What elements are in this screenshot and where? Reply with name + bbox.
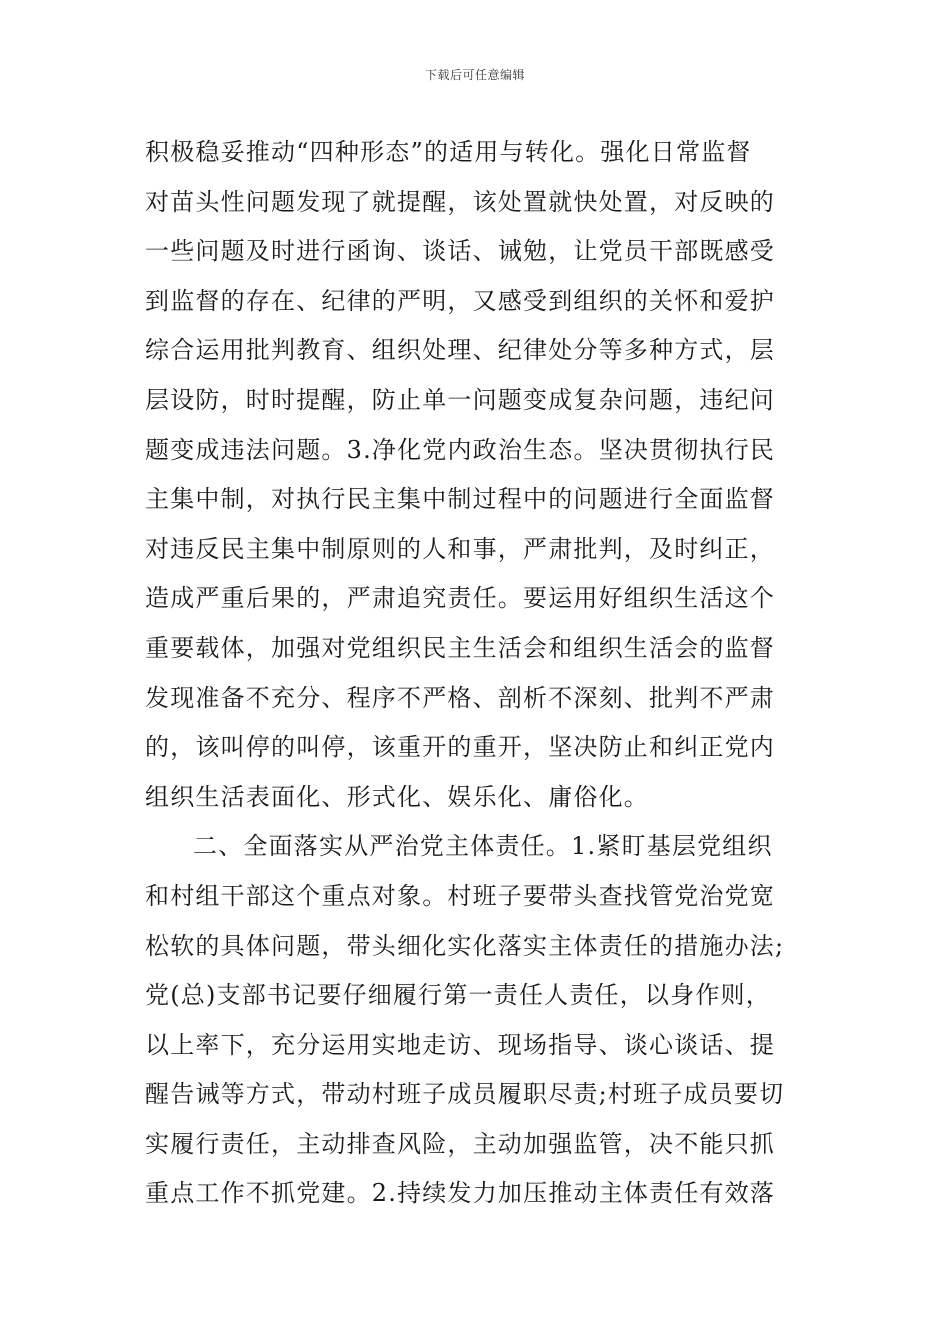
- text-line: 主集中制，对执行民主集中制过程中的问题进行全面监督: [145, 485, 775, 514]
- text-line-indented: 二、全面落实从严治党主体责任。1.紧盯基层党组织: [193, 832, 773, 861]
- text-line: 重点工作不抓党建。2.持续发力加压推动主体责任有效落: [145, 1179, 776, 1208]
- text-line: 和村组干部这个重点对象。村班子要带头查找管党治党宽: [145, 881, 775, 910]
- text-line: 到监督的存在、纪律的严明，又感受到组织的关怀和爱护: [145, 286, 775, 315]
- text-line: 组织生活表面化、形式化、娱乐化、庸俗化。: [145, 782, 649, 811]
- text-line: 积极稳妥推动“四种形态”的适用与转化。强化日常监督: [145, 138, 752, 166]
- text-line: 对违反民主集中制原则的人和事，严肃批判，及时纠正，: [145, 534, 775, 563]
- text-line: 松软的具体问题，带头细化实化落实主体责任的措施办法;: [145, 931, 785, 960]
- text-line: 题变成违法问题。3.净化党内政治生态。坚决贯彻执行民: [145, 435, 776, 464]
- text-line: 综合运用批判教育、组织处理、纪律处分等多种方式，层: [145, 336, 775, 365]
- text-line: 发现准备不充分、程序不严格、剖析不深刻、批判不严肃: [145, 683, 775, 712]
- text-line: 醒告诫等方式，带动村班子成员履职尽责;村班子成员要切: [145, 1080, 785, 1109]
- paragraph-2: [145, 822, 825, 1219]
- text-line: 层设防，时时提醒，防止单一问题变成复杂问题，违纪问: [145, 385, 775, 414]
- paragraph-1: [145, 128, 825, 822]
- text-line: 实履行责任，主动排查风险，主动加强监管，决不能只抓: [145, 1129, 775, 1158]
- text-line: 重要载体，加强对党组织民主生活会和组织生活会的监督: [145, 633, 775, 662]
- page-header: 下载后可任意编辑: [424, 68, 525, 82]
- text-line: 党(总)支部书记要仔细履行第一责任人责任，以身作则，: [145, 981, 771, 1010]
- text-line: 一些问题及时进行函询、谈话、诫勉，让党员干部既感受: [145, 237, 775, 266]
- text-line: 以上率下，充分运用实地走访、现场指导、谈心谈话、提: [145, 1030, 775, 1059]
- text-line: 的，该叫停的叫停，该重开的重开，坚决防止和纠正党内: [145, 733, 775, 762]
- text-line: 对苗头性问题发现了就提醒，该处置就快处置，对反映的: [145, 187, 775, 216]
- document-body: [145, 128, 825, 1219]
- text-line: 造成严重后果的，严肃追究责任。要运用好组织生活这个: [145, 584, 775, 613]
